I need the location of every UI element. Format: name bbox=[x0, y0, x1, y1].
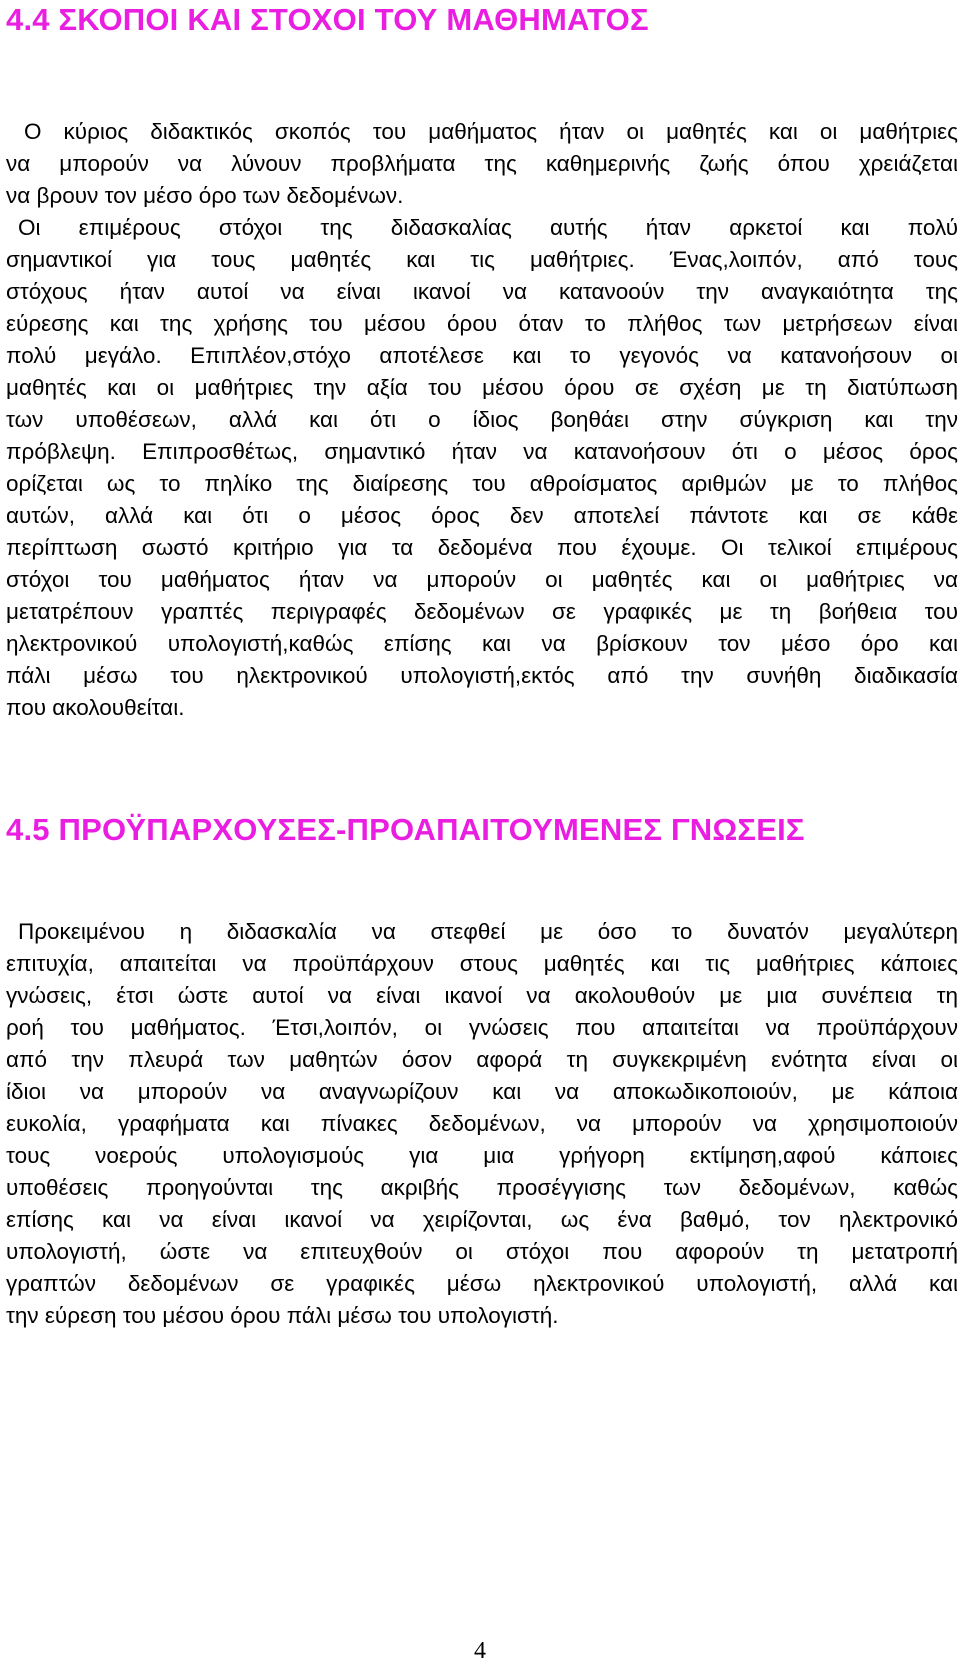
text-line: γραπτών δεδομένων σε γραφικές μέσω ηλεκτρονικού υπολογιστή, αλλά και bbox=[6, 1271, 958, 1296]
paragraph-goals bbox=[6, 116, 958, 724]
text-line: μαθητές και οι μαθήτριες την αξία του μέσου όρου σε σχέση με τη διατύπωση bbox=[6, 375, 958, 400]
page-number: 4 bbox=[474, 1638, 486, 1664]
text-line: ορίζεται ως το πηλίκο της διαίρεσης του αθροίσματος αριθμών με το πλήθος bbox=[6, 471, 958, 496]
text-line: να βρουν τον μέσο όρο των δεδομένων. bbox=[6, 183, 404, 208]
text-line: να μπορούν να λύνουν προβλήματα της καθημερινής ζωής όπου χρειάζεται bbox=[6, 151, 958, 176]
text-line: γνώσεις, έτσι ώστε αυτοί να είναι ικανοί να ακολουθούν με μια συνέπεια τη bbox=[6, 983, 958, 1008]
text-line: μετατρέπουν γραπτές περιγραφές δεδομένων σε γραφικές με τη βοήθεια του bbox=[6, 599, 958, 624]
text-line: επιτυχία, απαιτείται να προϋπάρχουν στους μαθητές και τις μαθήτριες κάποιες bbox=[6, 951, 958, 976]
text-line: Ο κύριος διδακτικός σκοπός του μαθήματος ήταν οι μαθητές και οι μαθήτριες bbox=[24, 119, 958, 144]
text-line: επίσης και να είναι ικανοί να χειρίζονται, ως ένα βαθμό, τον ηλεκτρονικό bbox=[6, 1207, 958, 1232]
text-line: Προκειμένου η διδασκαλία να στεφθεί με όσο το δυνατόν μεγαλύτερη bbox=[18, 919, 958, 944]
text-line: που ακολουθείται. bbox=[6, 695, 185, 720]
text-line: ροή του μαθήματος. Έτσι,λοιπόν, οι γνώσεις που απαιτείται να προϋπάρχουν bbox=[6, 1015, 958, 1040]
text-line: την εύρεση του μέσου όρου πάλι μέσω του υπολογιστή. bbox=[6, 1303, 559, 1328]
text-line: στόχους ήταν αυτοί να είναι ικανοί να κατανοούν την αναγκαιότητα της bbox=[6, 279, 958, 304]
text-line: σημαντικοί για τους μαθητές και τις μαθήτριες. Ένας,λοιπόν, από τους bbox=[6, 247, 958, 272]
text-line: από την πλευρά των μαθητών όσον αφορά τη συγκεκριμένη ενότητα είναι οι bbox=[6, 1047, 958, 1072]
text-line: πολύ μεγάλο. Επιπλέον,στόχο αποτέλεσε και το γεγονός να κατανοήσουν οι bbox=[6, 343, 958, 368]
section-heading-prerequisites: 4.5 ΠΡΟΫΠΑΡΧΟΥΣΕΣ-ΠΡΟΑΠΑΙΤΟΥΜΕΝΕΣ ΓΝΩΣΕΙΣ bbox=[6, 812, 805, 847]
paragraph-prerequisites bbox=[6, 916, 958, 1332]
text-line: των υποθέσεων, αλλά και ότι ο ίδιος βοηθάει στην σύγκριση και την bbox=[6, 407, 958, 432]
text-line: αυτών, αλλά και ότι ο μέσος όρος δεν αποτελεί πάντοτε και σε κάθε bbox=[6, 503, 958, 528]
text-line: ευκολία, γραφήματα και πίνακες δεδομένων, να μπορούν να χρησιμοποιούν bbox=[6, 1111, 958, 1136]
text-line: πάλι μέσω του ηλεκτρονικού υπολογιστή,εκτός από την συνήθη διαδικασία bbox=[6, 663, 958, 688]
text-line: τους νοερούς υπολογισμούς για μια γρήγορη εκτίμηση,αφού κάποιες bbox=[6, 1143, 958, 1168]
text-line: στόχοι του μαθήματος ήταν να μπορούν οι μαθητές και οι μαθήτριες να bbox=[6, 567, 958, 592]
text-line: υποθέσεις προηγούνται της ακριβής προσέγγισης των δεδομένων, καθώς bbox=[6, 1175, 958, 1200]
text-line: εύρεσης και της χρήσης του μέσου όρου όταν το πλήθος των μετρήσεων είναι bbox=[6, 311, 958, 336]
text-line: πρόβλεψη. Επιπροσθέτως, σημαντικό ήταν να κατανοήσουν ότι ο μέσος όρος bbox=[6, 439, 958, 464]
text-line: Οι επιμέρους στόχοι της διδασκαλίας αυτής ήταν αρκετοί και πολύ bbox=[18, 215, 958, 240]
text-line: ίδιοι να μπορούν να αναγνωρίζουν και να αποκωδικοποιούν, με κάποια bbox=[6, 1079, 958, 1104]
text-line: υπολογιστή, ώστε να επιτευχθούν οι στόχοι που αφορούν τη μετατροπή bbox=[6, 1239, 958, 1264]
text-line: ηλεκτρονικού υπολογιστή,καθώς επίσης και να βρίσκουν τον μέσο όρο και bbox=[6, 631, 958, 656]
text-line: περίπτωση σωστό κριτήριο για τα δεδομένα που έχουμε. Οι τελικοί επιμέρους bbox=[6, 535, 958, 560]
section-heading-goals: 4.4 ΣΚΟΠΟΙ ΚΑΙ ΣΤΟΧΟΙ ΤΟΥ ΜΑΘΗΜΑΤΟΣ bbox=[6, 2, 649, 37]
